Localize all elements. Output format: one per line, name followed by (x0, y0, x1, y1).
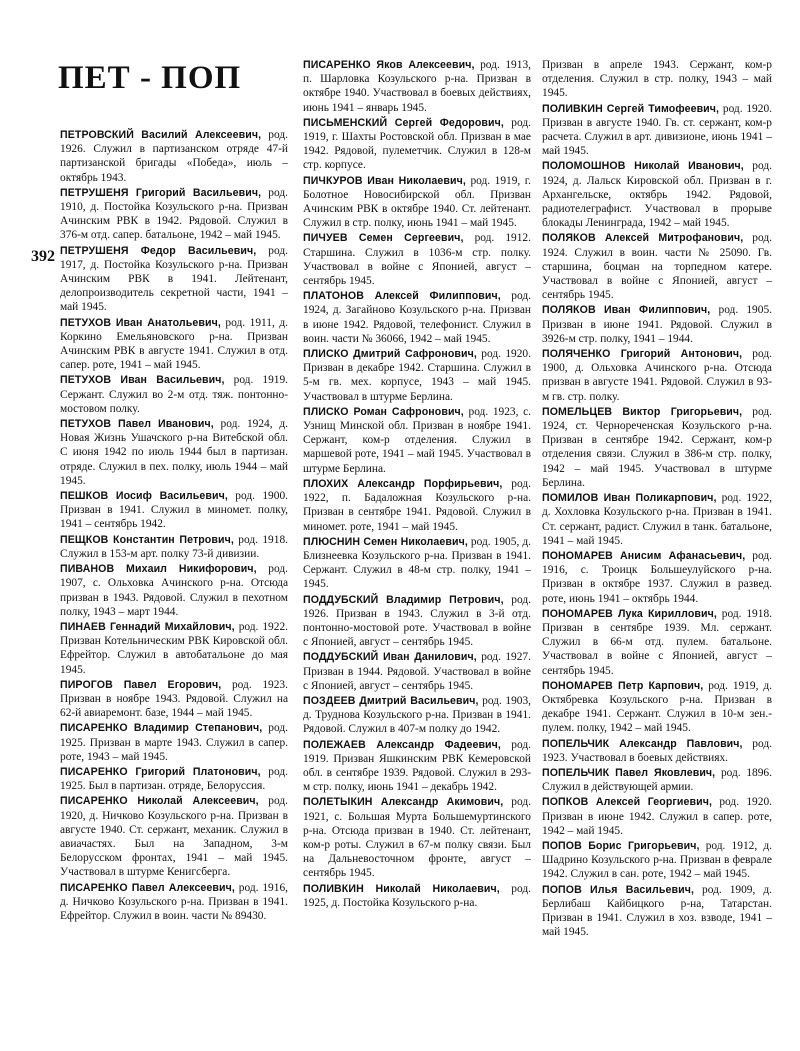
entry-text: род. 1925, д. Постойка Козульского р-на. (303, 882, 531, 909)
entry-item (60, 881, 288, 924)
entry-name: ПОМИЛОВ Иван Поликарпович, (542, 492, 717, 505)
entry-item (542, 549, 772, 606)
entry-text: род. 1924, д. Новая Жизнь Ушачского р-на Витебской обл. С июня 1942 по июль 1944 был в партизан. отряде. Служил в пех. полку, июль 1944 – май 1945. (60, 418, 288, 487)
entry-item (60, 794, 288, 879)
entry-item (60, 489, 288, 532)
entry-text: род. 1921, с. Большая Мурта Большемуртинского р-на. Отсюда призван в 1940. Ст. лейтенант, ком-р роты. Служил в 67-м полку связи. Был на Дальневосточном фронте, август – сентябрь 1945. (303, 796, 531, 880)
entry-text: род. 1920. Призван в июне 1942. Служил в сапер. роте, 1942 – май 1945. (542, 796, 772, 837)
entry-name: ПЛИСКО Дмитрий Сафронович, (303, 348, 477, 361)
entry-item (303, 174, 531, 231)
entry-name: ПЕШКОВ Иосиф Васильевич, (60, 490, 228, 503)
entry-text: род. 1916, д. Ничково Козульского р-на. Призван в 1941. Ефрейтор. Служил в воин. части № 89430. (60, 881, 288, 922)
entry-name: ПОПОВ Борис Григорьевич, (542, 839, 700, 852)
entry-item (303, 405, 531, 476)
entry-item (542, 766, 772, 794)
entry-text: род. 1922, п. Бадаложная Козульского р-на. Призван в сентябре 1941. Рядовой. Служил в миномет. роте, 1941 – май 1945. (303, 477, 531, 533)
column-2 (303, 58, 531, 911)
entry-name: ПОЛИВКИН Николай Николаевич, (303, 882, 500, 895)
entry-text: род. 1916, с. Троицк Большеулуйского р-на. Призван в октябре 1937. Служил в развед. роте, июнь 1941 – октябрь 1944. (542, 549, 772, 605)
entry-name: ПОМЕЛЬЦЕВ Виктор Григорьевич, (542, 405, 743, 418)
entry-text: род. 1923. Призван в ноябре 1943. Рядовой. Служил на 62-й авиаремонт. базе, 1944 – май 1945. (60, 678, 288, 720)
entry-text: род. 1923. Участвовал в боевых действиях. (542, 737, 772, 764)
entry-name: ПИСАРЕНКО Николай Алексеевич, (60, 795, 259, 808)
entry-item (60, 316, 288, 373)
entry-text: род. 1919. Сержант. Служил во 2-м отд. тяж. понтонно-мостовом полку. (60, 374, 288, 415)
entry-text: род. 1920, д. Ничково Козульского р-на. Призван в августе 1940. Ст. сержант, механик. Служил в авиачастях. Был на Западном, 3-м Белорусском фронтах, 1941 – май 1945. Участвовал в штурме Кенигсберга. (60, 795, 288, 879)
entry-text: род. 1919, д. Октябревка Козульского р-на. Призван в декабре 1941. Сержант. Служил в 10-м зен.-пулем. полку, 1942 – май 1945. (542, 679, 772, 735)
entry-text: род. 1924, д. Загайново Козульского р-на. Призван в июне 1942. Рядовой, телефонист. Служил в воин. части № 36066, 1942 – май 1945. (303, 290, 531, 345)
entry-text: род. 1907, с. Ольховка Ачинского р-на. Отсюда призван в 1943. Рядовой. Служил в пехотном полку, 1943 – март 1944. (60, 563, 288, 618)
entry-name: ПИСАРЕНКО Яков Алексеевич, (303, 59, 475, 71)
entry-item (60, 678, 288, 721)
entry-name: ПОНОМАРЕВ Петр Карпович, (542, 679, 704, 692)
entry-text: род. 1896. Служил в действующей армии. (542, 766, 772, 794)
entry-name: ПИСАРЕНКО Павел Алексеевич, (60, 881, 235, 894)
entry-name: ПЕТУХОВ Павел Иванович, (60, 418, 214, 431)
entry-text: род. 1912, д. Шадрино Козульского р-на. Призван в феврале 1942. Служил в сан. роте, 1942 – май 1945. (542, 839, 772, 881)
entry-text: род. 1923, с. Узнищ Минской обл. Призван в ноябре 1941. Сержант, ком-р отделения. Служил в маршевой роте, 1941 – май 1945. Участвовал в штурме Берлина. (303, 405, 531, 475)
entry-text: род. 1926. Призван в 1943. Служил в 3-й отд. понтонно-мостовой роте. Участвовал в войне с Японией, август – сентябрь 1945. (303, 593, 531, 649)
entry-item (60, 373, 288, 416)
entry-name: ПИНАЕВ Геннадий Михайлович, (60, 620, 235, 633)
entry-name: ПОЛЯКОВ Иван Филиппович, (542, 304, 711, 317)
entry-text: род. 1903, д. Труднова Козульского р-на. Призван в 1941. Рядовой. Служил в 407-м полку до 1942. (303, 694, 531, 736)
entry-text: род. 1909, д. Берлибаш Кайбицкого р-на, Татарстан. Призван в 1941. Служил в хоз. взводе, 1941 – май 1945. (542, 883, 772, 939)
entry-item (303, 535, 531, 592)
entry-name: ПОЛЯЧЕНКО Григорий Антонович, (542, 348, 743, 361)
entry-name: ПОПКОВ Алексей Георгиевич, (542, 796, 713, 809)
entry-name: ПОДДУБСКИЙ Владимир Петрович, (303, 593, 504, 606)
page-header-title: ПЕТ - ПОП (58, 60, 242, 96)
entry-text: род. 1905. Призван в июне 1941. Рядовой. Служил в 3926-м стр. полку, 1941 – 1944. (542, 304, 772, 345)
entry-item (303, 650, 531, 693)
entry-item (303, 231, 531, 288)
entry-item (542, 883, 772, 940)
entry-name: ПОЛИВКИН Сергей Тимофеевич, (542, 102, 720, 115)
entry-text: род. 1913, п. Шарловка Козульского р-на. Призван в октябре 1940. Участвовал в боевых действиях, июнь 1941 – январь 1945. (303, 59, 531, 114)
entry-text: род. 1927. Призван в 1944. Рядовой. Участвовал в войне с Японией, август – сентябрь 1945. (303, 651, 531, 692)
entry-text: род. 1922. Призван Котельническим РВК Кировской обл. Ефрейтор. Служил в автобатальоне до мая 1945. (60, 620, 288, 676)
entry-text: род. 1918. Призван в сентябре 1939. Мл. сержант. Служил в 66-м отд. пулем. батальоне. Участвовал в войне с Японией, август – сентябрь 1945. (542, 607, 772, 677)
entry-name: ПИЧУЕВ Семен Сергеевич, (303, 232, 464, 245)
entry-item (60, 417, 288, 488)
entry-name: ПОДДУБСКИЙ Иван Данилович, (303, 651, 477, 664)
entry-item (303, 289, 531, 346)
entry-item (542, 58, 772, 101)
entry-text: род. 1900, д. Ольховка Ачинского р-на. Отсюда призван в августе 1941. Рядовой. Служил в 93-м гв. стр. полку. (542, 348, 772, 403)
entry-name: ПОНОМАРЕВ Анисим Афанасьевич, (542, 549, 746, 562)
entry-item (303, 477, 531, 534)
column-1 (60, 128, 288, 924)
entry-text: род. 1920. Призван в августе 1940. Гв. ст. сержант, ком-р расчета. Служил в арт. дивизионе, июнь 1941 – май 1945. (542, 102, 772, 158)
entry-name: ПЕТУХОВ Иван Анатольевич, (60, 316, 221, 329)
entry-item (542, 405, 772, 490)
entry-name: ПИЧКУРОВ Иван Николаевич, (303, 174, 466, 187)
entry-item (60, 186, 288, 243)
entry-item (303, 694, 531, 737)
entry-name: ПИВАНОВ Михаил Никифорович, (60, 563, 257, 576)
entry-item (303, 58, 531, 115)
entry-item (542, 737, 772, 765)
entry-text: род. 1919, г. Болотное Новосибирской обл. Призван Ачинским РВК в октябре 1940. Ст. лейтенант. Служил в стр. полку, июнь 1941 – май 1945. (303, 174, 531, 230)
entry-item (60, 721, 288, 764)
entry-name: ПЕТРОВСКИЙ Василий Алексеевич, (60, 129, 262, 141)
entry-name: ПИРОГОВ Павел Егорович, (60, 678, 222, 691)
entry-text: род. 1900. Призван в 1941. Служил в миномет. полку, 1941 – сентябрь 1942. (60, 490, 288, 531)
entry-item (303, 795, 531, 880)
entry-item (60, 533, 288, 561)
entry-item (303, 347, 531, 404)
entry-item (60, 562, 288, 619)
entry-item (542, 347, 772, 404)
entry-text: род. 1919, г. Шахты Ростовской обл. Призван в мае 1942. Рядовой, пулеметчик. Служил в 128-м стр. корпусе. (303, 116, 531, 172)
entry-text: Призван в апреле 1943. Сержант, ком-р отделения. Служил в стр. полку, 1943 – май 1945. (542, 59, 772, 100)
entry-item (60, 620, 288, 677)
entry-text: род. 1926. Служил в партизанском отряде 47-й партизанской бригады «Победа», июль – октябрь 1943. (60, 129, 288, 184)
entry-name: ПЕТРУШЕНЯ Федор Васильевич, (60, 244, 257, 257)
entry-text: род. 1925. Призван в марте 1943. Служил в сапер. роте, 1943 – май 1945. (60, 722, 288, 763)
entry-name: ПОПЕЛЬЧИК Александр Павлович, (542, 737, 743, 750)
entry-item (60, 765, 288, 793)
page-number: 392 (31, 248, 55, 265)
entry-name: ПИСАРЕНКО Григорий Платонович, (60, 765, 261, 778)
entry-item (542, 159, 772, 230)
entry-item (542, 607, 772, 678)
entry-item (303, 738, 531, 795)
entry-name: ПОПЕЛЬЧИК Павел Яковлевич, (542, 766, 716, 779)
column-3 (542, 58, 772, 940)
entry-text: род. 1922, д. Хохловка Козульского р-на. Призван в 1941. Ст. сержант, радист. Служил в танк. батальоне, 1941 – май 1945. (542, 492, 772, 547)
entry-item (542, 679, 772, 736)
entry-item (60, 128, 288, 185)
entry-name: ПОЛЯКОВ Алексей Митрофанович, (542, 232, 744, 245)
entry-name: ПИСАРЕНКО Владимир Степанович, (60, 722, 263, 735)
entry-text: род. 1925. Был в партизан. отряде, Белоруссия. (60, 765, 288, 793)
entry-name: ПЛЮСНИН Семен Николаевич, (303, 535, 468, 548)
entry-name: ПЕТУХОВ Иван Васильевич, (60, 374, 225, 387)
entry-name: ПОЛЕТЫКИН Александр Акимович, (303, 796, 504, 809)
entry-text: род. 1905, д. Близнеевка Козульского р-на. Призван в 1941. Сержант. Служил в 48-м стр. полку, 1941 – 1945. (303, 535, 531, 591)
entry-name: ПИСЬМЕНСКИЙ Сергей Федорович, (303, 116, 504, 129)
entry-item (542, 231, 772, 302)
entry-item (542, 839, 772, 882)
entry-text: род. 1920. Призван в декабре 1942. Старшина. Служил в 5-м гв. мех. корпусе, 1943 – май 1945. Участвовал в штурме Берлина. (303, 348, 531, 403)
entry-item (542, 102, 772, 159)
entry-item (542, 491, 772, 548)
entry-name: ПЕТРУШЕНЯ Григорий Васильевич, (60, 186, 262, 199)
entry-name: ПЛОХИХ Александр Порфирьевич, (303, 477, 503, 490)
entry-item (542, 303, 772, 346)
entry-text: род. 1911, д. Коркино Емельяновского р-на. Призван Ачинским РВК в августе 1941. Служил в отд. сапер. роте, 1941 – май 1945. (60, 316, 288, 372)
entry-text: род. 1924, ст. Чернореченская Козульского р-на. Призван в сентябре 1942. Сержант, ком-р отделения связи. Служил в 386-м стр. полку, 1942 – май 1945. Участвовал в штурме Берлина. (542, 405, 772, 489)
entry-name: ПОЗДЕЕВ Дмитрий Васильевич, (303, 694, 479, 707)
entry-item (303, 116, 531, 173)
entry-name: ПОЛОМОШНОВ Николай Иванович, (542, 160, 744, 173)
entry-text: род. 1924. Служил в воин. части № 25090. Гв. старшина, боцман на торпедном катере. Участвовал в войне с Японией, август – сентябрь 1945. (542, 232, 772, 302)
entry-text: род. 1912. Старшина. Служил в 1036-м стр. полку. Участвовал в войне с Японией, август – сентябрь 1945. (303, 232, 531, 288)
entry-text: род. 1924, д. Лальск Кировской обл. Призван в г. Архангельске, октябрь 1942. Рядовой, радиотелеграфист. Участвовал в прорыве блокады Ленинграда, 1942 – май 1945. (542, 160, 772, 230)
entry-name: ПЛИСКО Роман Сафронович, (303, 405, 464, 418)
entry-item (60, 244, 288, 315)
entry-name: ПОНОМАРЕВ Лука Кириллович, (542, 607, 717, 620)
entry-text: род. 1918. Служил в 153-м арт. полку 73-й дивизии. (60, 533, 288, 560)
entry-name: ПЕЩКОВ Константин Петрович, (60, 533, 234, 546)
entry-item (542, 795, 772, 838)
entry-name: ПОЛЕЖАЕВ Александр Фадеевич, (303, 738, 501, 751)
entry-name: ПЛАТОНОВ Алексей Филиппович, (303, 290, 501, 303)
entry-item (303, 882, 531, 910)
entry-text: род. 1917, д. Постойка Козульского р-на. Призван Ачинским РВК в 1941. Лейтенант, делопроизводитель секретной части, 1941 – май 1945. (60, 244, 288, 314)
entry-text: род. 1910, д. Постойка Козульского р-на. Призван Ачинским РВК в 1942. Рядовой. Служил в 376-м отд. сапер. батальоне, 1942 – май 1945. (60, 186, 288, 242)
entry-item (303, 593, 531, 650)
entry-name: ПОПОВ Илья Васильевич, (542, 883, 694, 896)
entry-text: род. 1919. Призван Яшкинским РВК Кемеровской обл. в сентябре 1939. Рядовой. Служил в 293-м стр. полку, июнь 1941 – декабрь 1942. (303, 738, 531, 794)
